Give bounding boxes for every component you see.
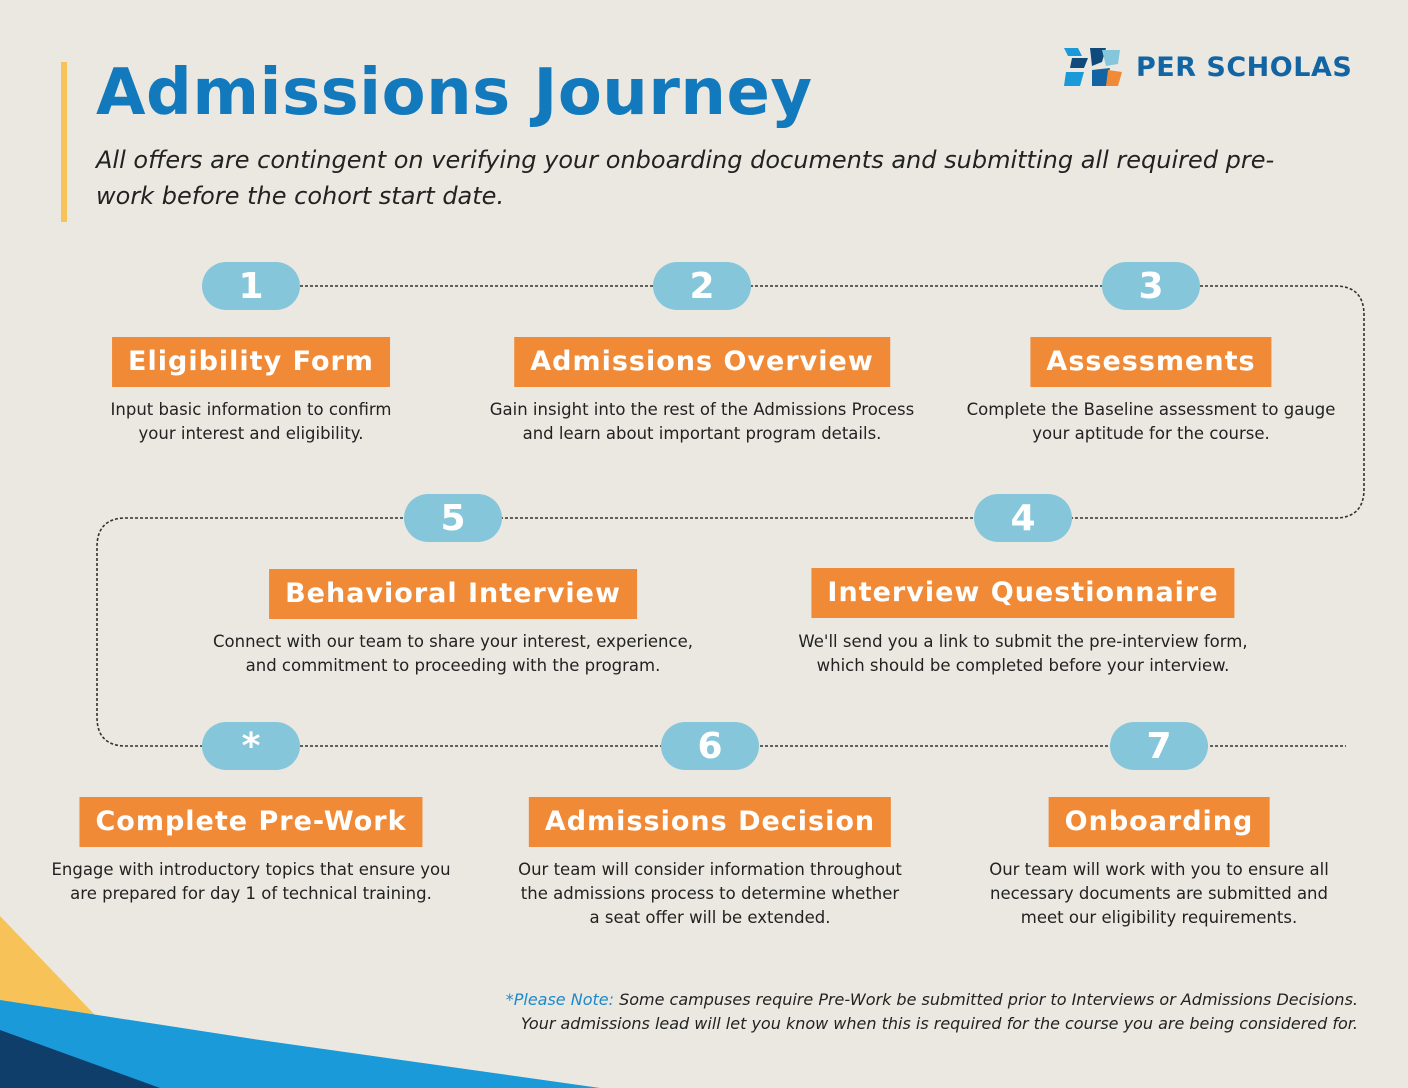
step-badge-7: 7 [1110, 722, 1208, 770]
step-title-eligibility-form: Eligibility Form [112, 337, 390, 387]
step-title-interview-questionnaire: Interview Questionnaire [811, 568, 1234, 618]
step-desc-complete-pre-work: Engage with introductory topics that ensure you are prepared for day 1 of technical training. [51, 860, 451, 903]
step-badge-2: 2 [653, 262, 751, 310]
step-badge-6: 6 [661, 722, 759, 770]
step-desc-behavioral-interview: Connect with our team to share your interest, experience, and commitment to proceeding with the program. [213, 632, 693, 675]
please-note [506, 988, 1358, 1036]
page-subtitle: All offers are contingent on verifying your onboarding documents and submitting all required pre-work before the cohort start date. [96, 146, 1275, 210]
step-badge-1: 1 [202, 262, 300, 310]
step-title-admissions-overview: Admissions Overview [514, 337, 890, 387]
note-lead: *Please Note: [505, 990, 614, 1009]
step-desc-assessments: Complete the Baseline assessment to gauge your aptitude for the course. [966, 400, 1336, 443]
step-title-admissions-decision: Admissions Decision [529, 797, 891, 847]
step-desc-eligibility-form: Input basic information to confirm your interest and eligibility. [110, 400, 392, 443]
logo-text: PER SCHOLAS [1136, 52, 1353, 83]
page-title: Admissions Journey [96, 56, 813, 130]
note-line-1: Some campuses require Pre-Work be submitted prior to Interviews or Admissions Decisions. [619, 990, 1358, 1009]
step-title-onboarding: Onboarding [1049, 797, 1270, 847]
step-badge-5: 5 [404, 494, 502, 542]
step-title-behavioral-interview: Behavioral Interview [269, 569, 637, 619]
note-line-2: Your admissions lead will let you know when this is required for the course you are being considered for. [520, 1014, 1358, 1033]
step-title-complete-pre-work: Complete Pre-Work [79, 797, 422, 847]
step-title-assessments: Assessments [1030, 337, 1271, 387]
step-badge-prework: * [202, 722, 300, 770]
step-desc-onboarding: Our team will work with you to ensure all necessary documents are submitted and meet our eligibility requirements. [989, 860, 1329, 927]
step-badge-3: 3 [1102, 262, 1200, 310]
step-desc-admissions-decision: Our team will consider information throughout the admissions process to determine whether a seat offer will be extended. [518, 860, 902, 927]
step-desc-admissions-overview: Gain insight into the rest of the Admissions Process and learn about important program details. [489, 400, 915, 443]
step-desc-interview-questionnaire: We'll send you a link to submit the pre-interview form, which should be completed before your interview. [798, 632, 1248, 675]
step-badge-4: 4 [974, 494, 1072, 542]
